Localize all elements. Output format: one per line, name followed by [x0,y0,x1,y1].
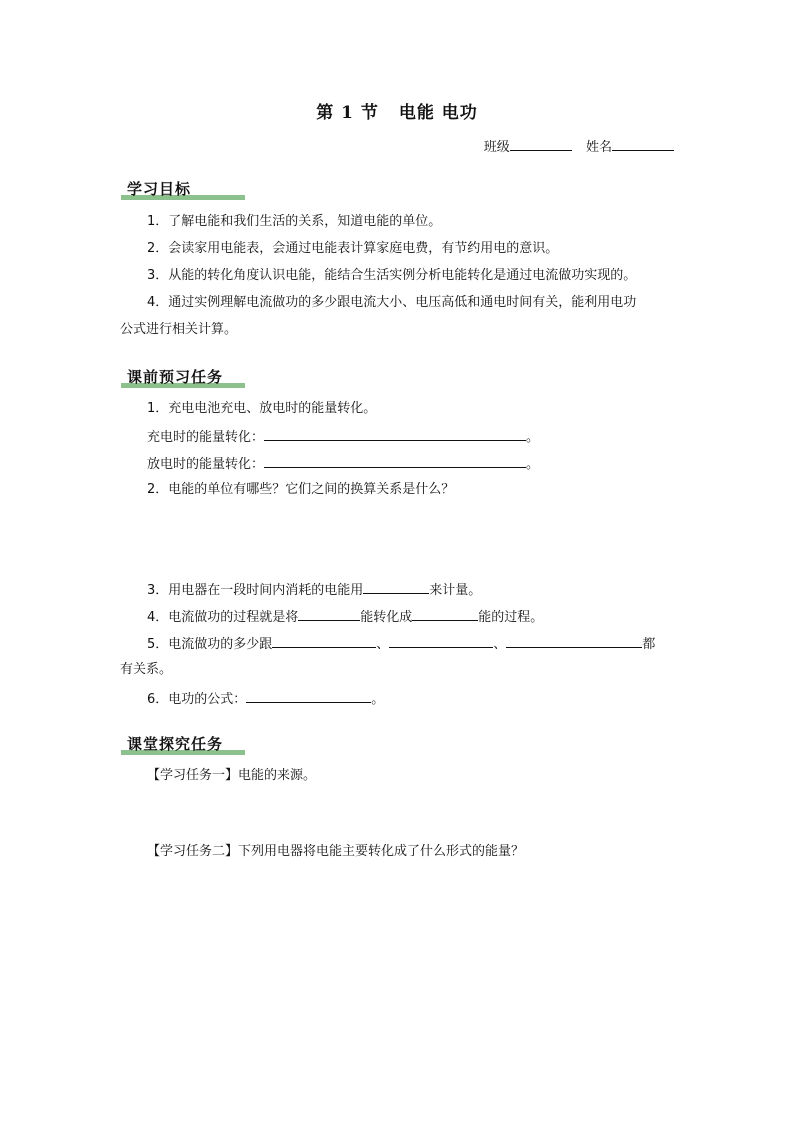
q5-blank-1[interactable] [272,634,376,648]
preview-question-6: 6．电功的公式： 。 [147,689,384,709]
preview-question-5: 5．电流做功的多少跟 、 、 都 [147,634,655,654]
q3-blank[interactable] [363,580,429,594]
charge-label: 充电时的能量转化： [147,430,265,445]
q6-blank[interactable] [246,689,371,703]
class-name-line [484,136,674,155]
charge-blank[interactable] [264,427,526,441]
goal-item-4-continued: 公式进行相关计算。 [120,322,238,337]
preview-question-4: 4．电流做功的过程就是将 能转化成 能的过程。 [147,607,543,627]
discharge-conversion-line: 放电时的能量转化： 。 [147,454,539,474]
goal-item-1: 1．了解电能和我们生活的关系，知道电能的单位。 [147,214,442,229]
q4-blank-2[interactable] [412,607,478,621]
page-title [0,98,794,123]
class-label: 班级 [483,140,510,155]
preview-question-5-continued: 有关系。 [120,662,173,677]
name-label: 姓名 [585,140,612,155]
title-section-number: 第 1 节 [316,103,379,123]
discharge-label: 放电时的能量转化： [147,457,265,472]
q5-blank-3[interactable] [506,634,642,648]
charge-conversion-line: 充电时的能量转化： 。 [147,427,539,447]
goal-item-4: 4．通过实例理解电流做功的多少跟电流大小、电压高低和通电时间有关，能利用电功 [147,295,637,310]
preview-question-1: 1．充电电池充电、放电时的能量转化。 [147,401,377,416]
class-blank[interactable] [510,137,572,151]
name-blank[interactable] [612,137,674,151]
section-heading-preview: 课前预习任务 [127,366,223,387]
explore-task-2: 【学习任务二】下列用电器将电能主要转化成了什么形式的能量？ [147,844,525,859]
discharge-blank[interactable] [264,454,526,468]
q5-blank-2[interactable] [389,634,493,648]
goal-item-2: 2．会读家用电能表，会通过电能表计算家庭电费，有节约用电的意识。 [147,241,559,256]
explore-task-1: 【学习任务一】电能的来源。 [147,768,317,783]
preview-question-2: 2．电能的单位有哪些？它们之间的换算关系是什么？ [147,482,455,497]
goal-item-3: 3．从能的转化角度认识电能，能结合生活实例分析电能转化是通过电流做功实现的。 [147,268,637,283]
preview-question-3: 3．用电器在一段时间内消耗的电能用 来计量。 [147,580,481,600]
title-topic: 电能 电功 [398,103,478,123]
q4-blank-1[interactable] [298,607,360,621]
section-heading-goals: 学习目标 [127,178,191,199]
section-heading-explore: 课堂探究任务 [127,733,223,754]
